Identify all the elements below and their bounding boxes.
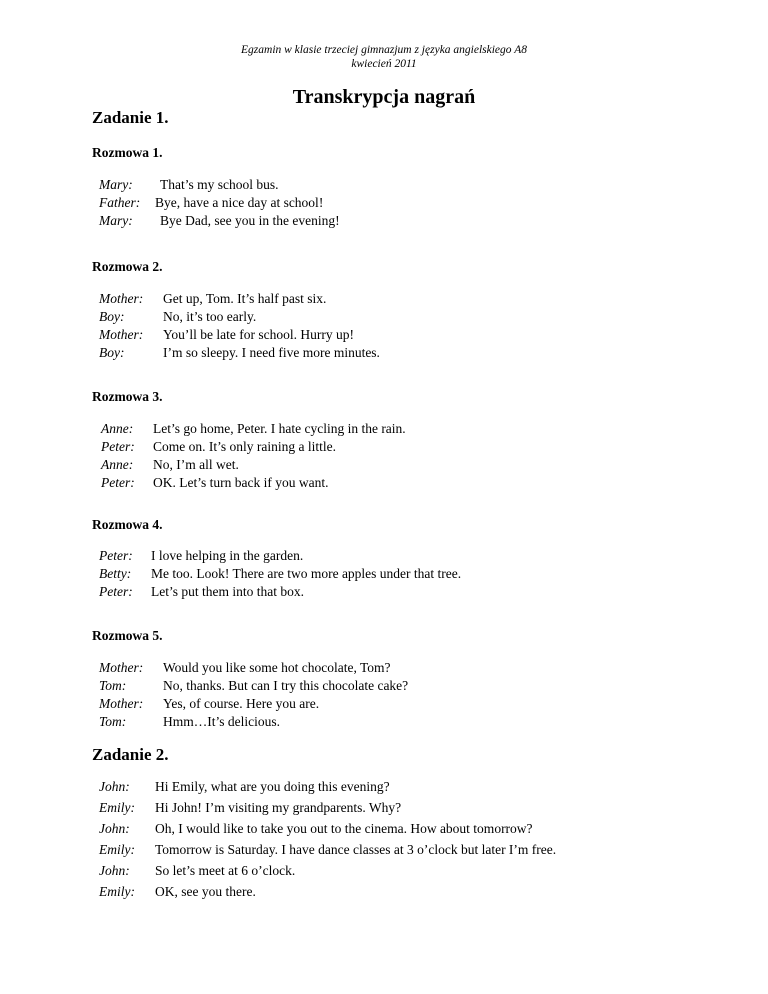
utterance: Hmm…It’s delicious. <box>163 714 280 729</box>
speaker-label: Father: <box>99 195 141 210</box>
header-line-1: Egzamin w klasie trzeciej gimnazjum z języka angielskiego A8 <box>241 44 527 56</box>
page-header <box>0 43 768 71</box>
speaker-label: Peter: <box>99 548 133 563</box>
task-2-heading: Zadanie 2. <box>92 745 169 764</box>
utterance: Yes, of course. Here you are. <box>163 696 320 711</box>
conversation-2-heading: Rozmowa 2. <box>92 259 163 274</box>
speaker-label: Peter: <box>101 475 135 490</box>
conversation-5-heading: Rozmowa 5. <box>92 628 163 643</box>
utterance: Would you like some hot chocolate, Tom? <box>163 660 391 675</box>
utterance: You’ll be late for school. Hurry up! <box>163 327 354 342</box>
utterance: That’s my school bus. <box>160 177 279 192</box>
speaker-label: John: <box>99 779 130 794</box>
speaker-label: Tom: <box>99 678 127 693</box>
utterance: Get up, Tom. It’s half past six. <box>163 291 327 306</box>
task-1-heading: Zadanie 1. <box>92 108 169 127</box>
speaker-label: Boy: <box>99 345 125 360</box>
utterance: No, it’s too early. <box>163 309 257 324</box>
speaker-label: Boy: <box>99 309 125 324</box>
utterance: Bye, have a nice day at school! <box>155 195 324 210</box>
conversation-3-heading: Rozmowa 3. <box>92 389 163 404</box>
utterance: Oh, I would like to take you out to the cinema. How about tomorrow? <box>155 821 533 836</box>
speaker-label: Betty: <box>99 566 132 581</box>
speaker-label: Peter: <box>101 439 135 454</box>
speaker-label: Emily: <box>99 884 135 899</box>
speaker-label: Emily: <box>99 800 135 815</box>
speaker-label: Anne: <box>101 457 134 472</box>
conversation-4-heading: Rozmowa 4. <box>92 517 163 532</box>
utterance: Me too. Look! There are two more apples under that tree. <box>151 566 462 581</box>
utterance: Hi John! I’m visiting my grandparents. Why? <box>155 800 402 815</box>
utterance: So let’s meet at 6 o’clock. <box>155 863 296 878</box>
speaker-label: Mother: <box>99 291 144 306</box>
speaker-label: Mother: <box>99 696 144 711</box>
utterance: No, thanks. But can I try this chocolate cake? <box>163 678 409 693</box>
header-line-2: kwiecień 2011 <box>351 58 417 70</box>
speaker-label: Mary: <box>99 213 133 228</box>
speaker-label: Mother: <box>99 660 144 675</box>
utterance: Hi Emily, what are you doing this evening? <box>155 779 390 794</box>
speaker-label: Peter: <box>99 584 133 599</box>
utterance: OK, see you there. <box>155 884 256 899</box>
speaker-label: John: <box>99 821 130 836</box>
speaker-label: Mother: <box>99 327 144 342</box>
utterance: I love helping in the garden. <box>151 548 304 563</box>
speaker-label: Anne: <box>101 421 134 436</box>
document-title: Transkrypcja nagrań <box>292 86 476 108</box>
speaker-label: John: <box>99 863 130 878</box>
utterance: Come on. It’s only raining a little. <box>153 439 336 454</box>
utterance: No, I’m all wet. <box>153 457 239 472</box>
speaker-label: Emily: <box>99 842 135 857</box>
utterance: Bye Dad, see you in the evening! <box>160 213 340 228</box>
utterance: OK. Let’s turn back if you want. <box>153 475 329 490</box>
utterance: I’m so sleepy. I need five more minutes. <box>163 345 380 360</box>
utterance: Let’s put them into that box. <box>151 584 304 599</box>
speaker-label: Tom: <box>99 714 127 729</box>
speaker-label: Mary: <box>99 177 133 192</box>
utterance: Let’s go home, Peter. I hate cycling in the rain. <box>153 421 406 436</box>
utterance: Tomorrow is Saturday. I have dance classes at 3 o’clock but later I’m free. <box>155 842 557 857</box>
conversation-1-heading: Rozmowa 1. <box>92 145 163 160</box>
